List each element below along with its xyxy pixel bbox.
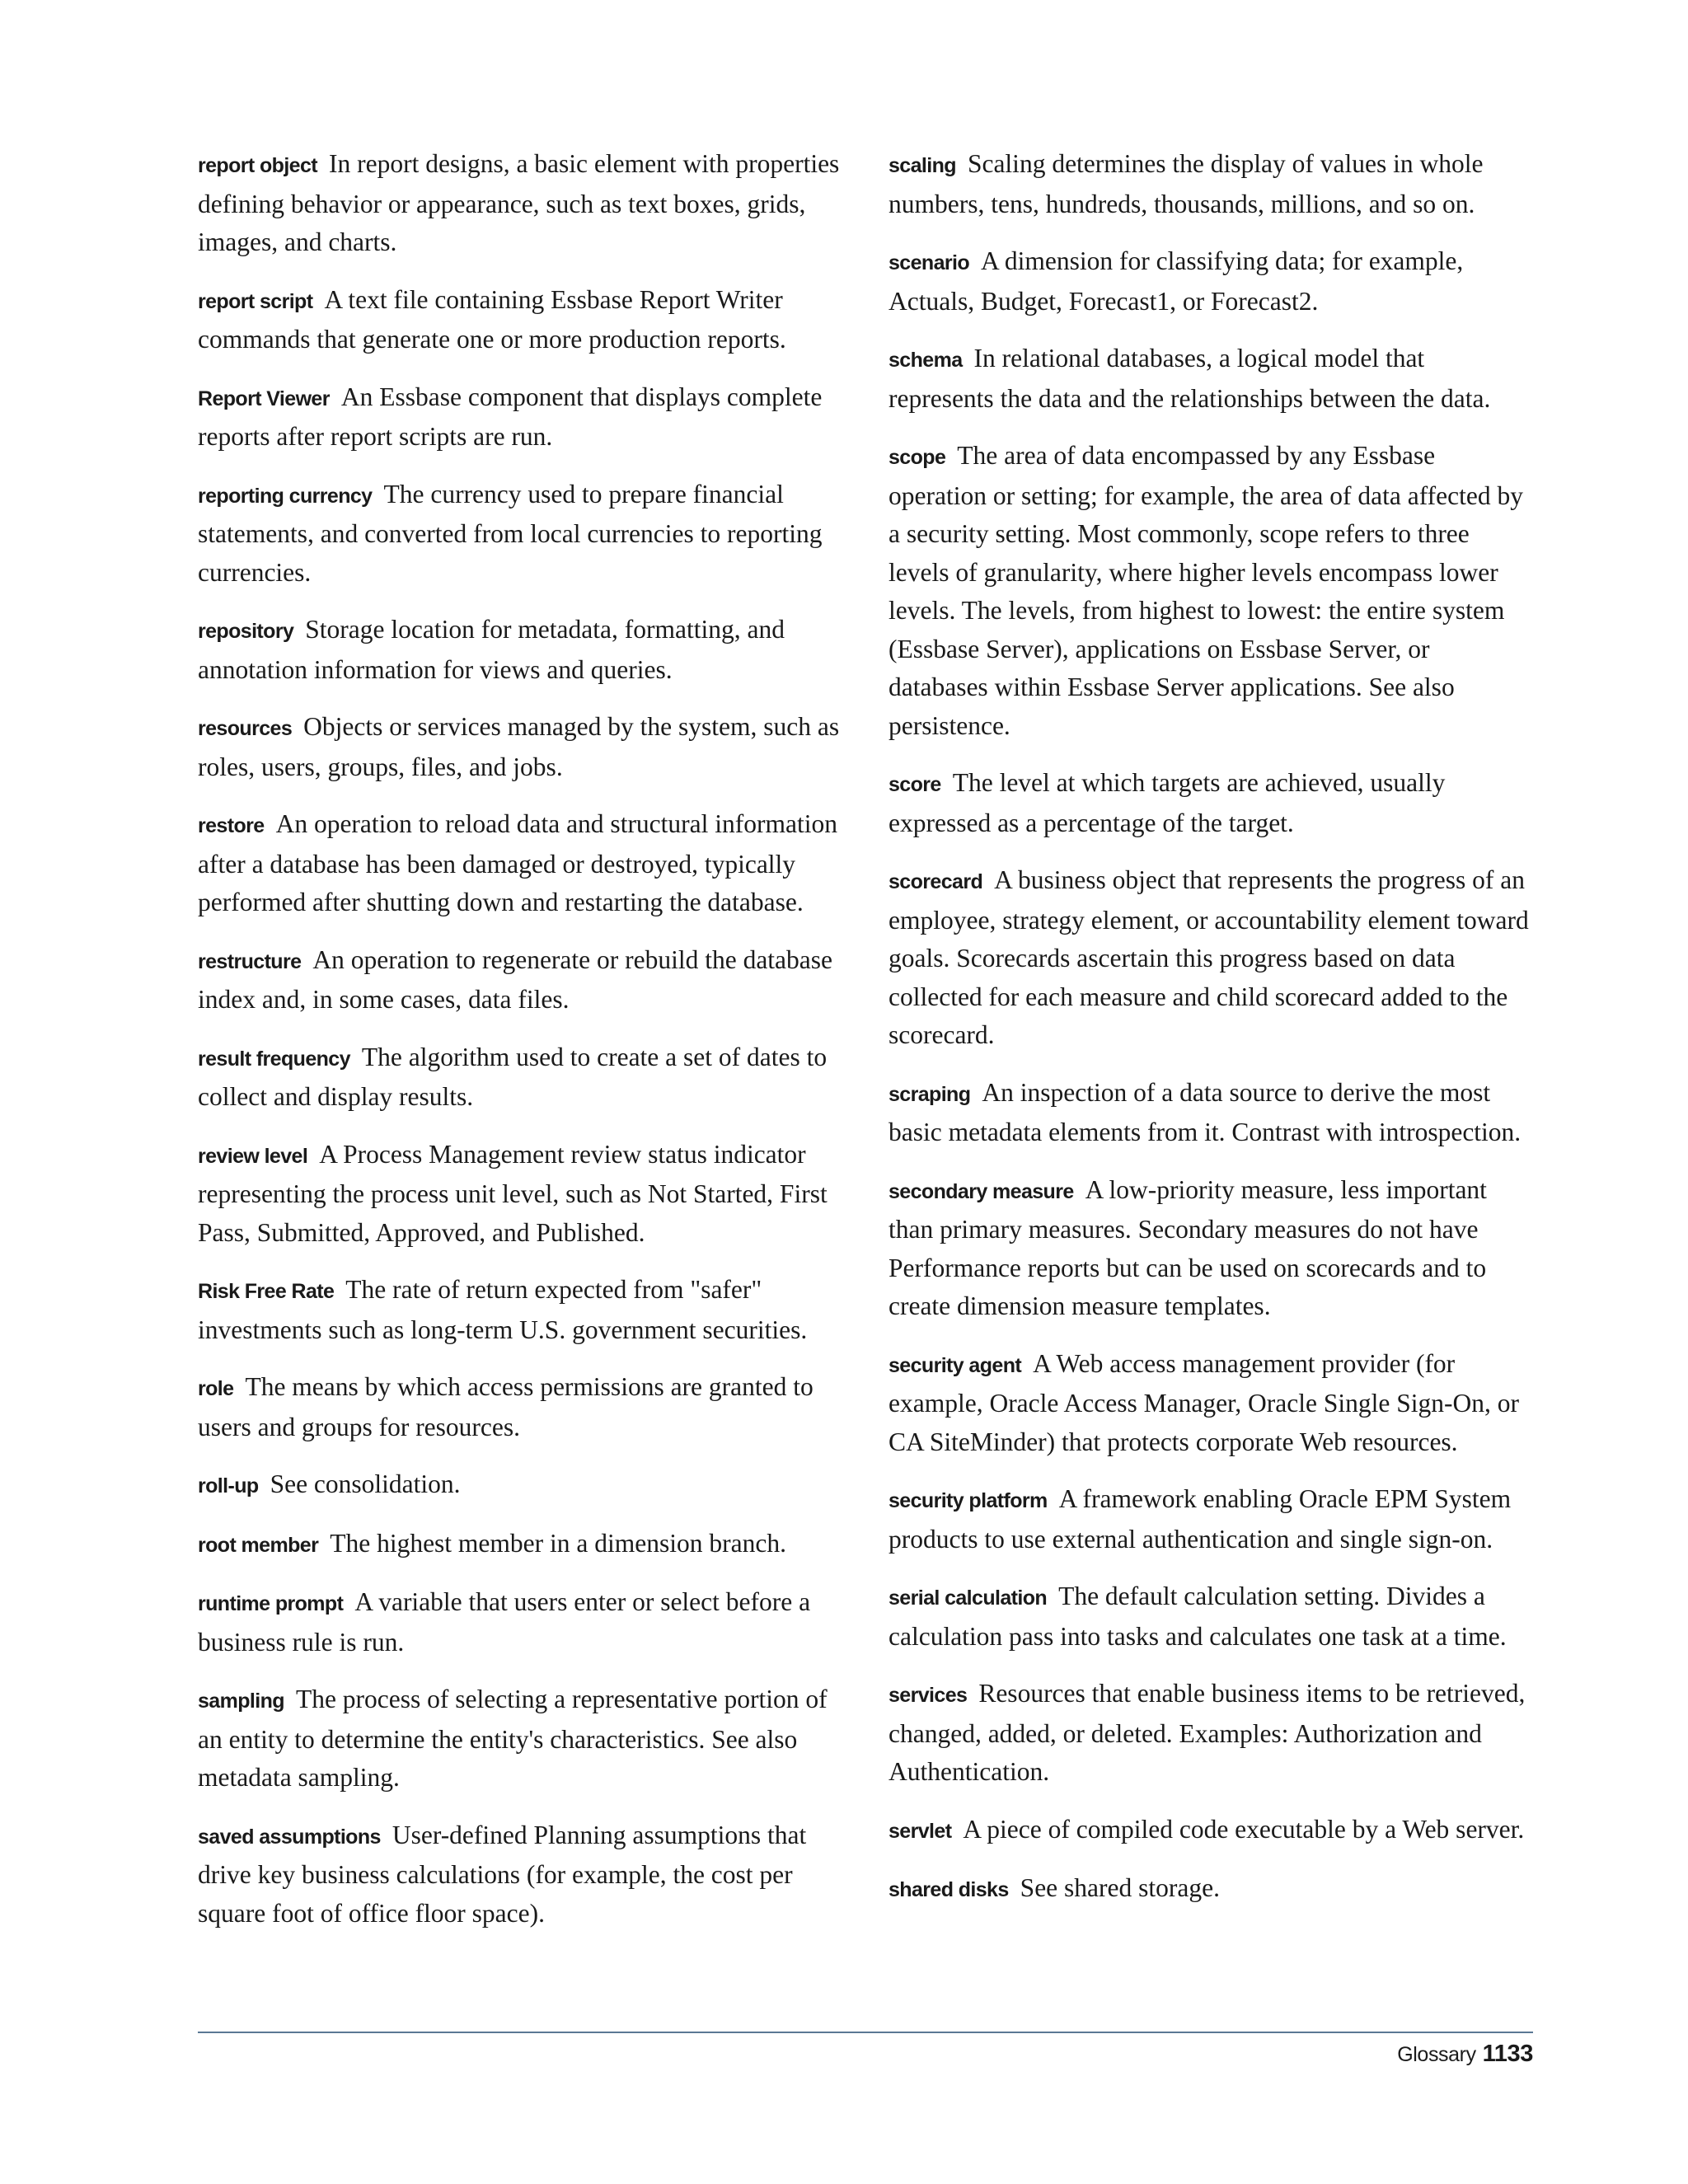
glossary-definition: A text file containing Essbase Report Writer commands that generate one or more production reports. — [198, 284, 786, 354]
glossary-definition: An Essbase component that displays complete reports after report scripts are run. — [198, 382, 823, 451]
glossary-term: servlet — [889, 1819, 952, 1843]
glossary-term: sampling — [198, 1690, 284, 1713]
glossary-term: scope — [889, 446, 946, 469]
glossary-definition: Scaling determines the display of values in whole numbers, tens, hundreds, thousands, millions, and so on. — [889, 149, 1484, 218]
glossary-entry — [889, 1577, 1533, 1656]
glossary-term: secondary measure — [889, 1179, 1074, 1203]
glossary-term: services — [889, 1684, 968, 1707]
glossary-definition: The highest member in a dimension branch. — [330, 1528, 786, 1558]
glossary-term: restore — [198, 814, 265, 837]
glossary-term: serial calculation — [889, 1586, 1048, 1610]
glossary-entry — [198, 941, 841, 1019]
glossary-term: report object — [198, 154, 317, 177]
glossary-entry — [889, 1675, 1533, 1792]
glossary-entry — [198, 1680, 841, 1797]
glossary-definition: The process of selecting a representative portion of an entity to determine the entity's characteristics. See also metadata sampling. — [198, 1685, 828, 1792]
glossary-definition: The currency used to prepare financial statements, and converted from local currencies to reporting currencies. — [198, 479, 823, 587]
glossary-definition: A business object that represents the progress of an employee, strategy element, or accountability element toward goals. Scorecards ascertain this progress based on data collected for each measure and child scorecard added to the scorecard. — [889, 865, 1529, 1049]
glossary-definition: An operation to regenerate or rebuild the database index and, in some cases, data files. — [198, 944, 833, 1014]
glossary-definition: The area of data encompassed by any Essbase operation or setting; for example, the area of data affected by a security setting. Most commonly, scope refers to three levels of granularity, where higher levels encompass lower levels. The levels, from highest to lowest: the entire system (Essbase Server), applications on Essbase Server, or databases within Essbase Server applications. See also persistence. — [889, 441, 1523, 740]
glossary-definition: Resources that enable business items to be retrieved, changed, added, or deleted. Examples: Authorization and Authentication. — [889, 1679, 1526, 1786]
glossary-definition: A piece of compiled code executable by a Web server. — [963, 1814, 1525, 1844]
glossary-definition: The level at which targets are achieved, usually expressed as a percentage of the target. — [889, 768, 1446, 837]
glossary-definition: A dimension for classifying data; for example, Actuals, Budget, Forecast1, or Forecast2. — [889, 246, 1464, 316]
glossary-term: security agent — [889, 1353, 1022, 1377]
glossary-term: review level — [198, 1144, 308, 1168]
glossary-entry — [889, 145, 1533, 223]
footer-divider — [198, 2032, 1533, 2033]
glossary-term: saved assumptions — [198, 1825, 381, 1849]
glossary-term: security platform — [889, 1489, 1048, 1512]
glossary-entry — [198, 708, 841, 786]
glossary-term: root member — [198, 1533, 319, 1557]
glossary-entry — [889, 1345, 1533, 1462]
glossary-left-column — [198, 145, 841, 1952]
glossary-definition: The default calculation setting. Divides a calculation pass into tasks and calculates one task at a time. — [889, 1582, 1507, 1651]
glossary-term: role — [198, 1377, 234, 1400]
glossary-right-column — [889, 145, 1533, 1929]
glossary-definition: User-defined Planning assumptions that drive key business calculations (for example, the cost per square foot of office floor space). — [198, 1820, 807, 1928]
glossary-term: result frequency — [198, 1047, 350, 1071]
glossary-term: scenario — [889, 251, 970, 274]
glossary-definition: Storage location for metadata, formatting, and annotation information for views and queries. — [198, 615, 785, 684]
glossary-entry — [198, 1368, 841, 1446]
glossary-definition: An operation to reload data and structural information after a database has been damaged or destroyed, typically performed after shutting down and restarting the database. — [198, 809, 837, 916]
glossary-entry — [198, 1038, 841, 1117]
glossary-entry — [889, 437, 1533, 745]
glossary-term: roll-up — [198, 1474, 259, 1497]
glossary-entry — [198, 1271, 841, 1349]
glossary-definition: The rate of return expected from "safer" investments such as long-term U.S. government securities. — [198, 1275, 808, 1344]
glossary-entry — [889, 242, 1533, 321]
glossary-entry — [889, 764, 1533, 842]
glossary-term: repository — [198, 620, 294, 643]
glossary-definition: The means by which access permissions are granted to users and groups for resources. — [198, 1372, 814, 1441]
glossary-entry — [198, 145, 841, 262]
glossary-entry — [198, 1816, 841, 1933]
glossary-entry — [198, 1465, 841, 1506]
glossary-entry — [198, 805, 841, 922]
glossary-definition: In relational databases, a logical model that represents the data and the relationships between the data. — [889, 344, 1491, 413]
glossary-definition: In report designs, a basic element with properties defining behavior or appearance, such as text boxes, grids, images, and charts. — [198, 149, 840, 256]
glossary-definition: A Process Management review status indicator representing the process unit level, such as Not Started, First Pass, Submitted, Approved, and Published. — [198, 1139, 828, 1247]
glossary-entry — [198, 281, 841, 359]
glossary-definition: A low-priority measure, less important than primary measures. Secondary measures do not have Performance reports but can be used on scorecards and to create dimension measure templates. — [889, 1174, 1487, 1320]
page-number: 1133 — [1482, 2041, 1533, 2067]
glossary-term: scorecard — [889, 870, 983, 893]
glossary-entry — [889, 1869, 1533, 1910]
glossary-entry — [889, 1171, 1533, 1326]
glossary-term: restructure — [198, 949, 302, 973]
glossary-definition: A framework enabling Oracle EPM System products to use external authentication and single sign-on. — [889, 1484, 1512, 1554]
glossary-definition: An inspection of a data source to derive the most basic metadata elements from it. Contrast with introspection. — [889, 1077, 1522, 1146]
glossary-definition: See consolidation. — [270, 1469, 461, 1498]
glossary-entry — [889, 340, 1533, 418]
glossary-term: score — [889, 773, 941, 796]
glossary-entry — [198, 1525, 841, 1565]
glossary-entry — [198, 476, 841, 593]
glossary-term: Report Viewer — [198, 387, 330, 410]
glossary-entry — [198, 378, 841, 457]
glossary-entry — [198, 611, 841, 689]
glossary-definition: A Web access management provider (for example, Oracle Access Manager, Oracle Single Sign-On, or CA SiteMinder) that protects corporate Web resources. — [889, 1348, 1519, 1456]
glossary-term: runtime prompt — [198, 1592, 344, 1615]
glossary-term: scaling — [889, 154, 956, 177]
glossary-entry — [198, 1583, 841, 1661]
glossary-term: report script — [198, 289, 313, 313]
glossary-entry — [889, 861, 1533, 1055]
glossary-entry — [198, 1136, 841, 1253]
glossary-entry — [889, 1811, 1533, 1851]
glossary-term: schema — [889, 349, 963, 372]
footer-section-label: Glossary — [1397, 2043, 1476, 2066]
glossary-term: reporting currency — [198, 484, 373, 508]
glossary-term: scraping — [889, 1082, 971, 1106]
glossary-term: resources — [198, 717, 293, 740]
glossary-entry — [889, 1480, 1533, 1558]
glossary-entry — [889, 1074, 1533, 1152]
page-footer — [1397, 2041, 1533, 2068]
glossary-definition: A variable that users enter or select before a business rule is run. — [198, 1587, 811, 1657]
glossary-definition: The algorithm used to create a set of dates to collect and display results. — [198, 1042, 828, 1111]
glossary-definition: Objects or services managed by the system, such as roles, users, groups, files, and jobs. — [198, 712, 840, 781]
glossary-term: Risk Free Rate — [198, 1280, 335, 1303]
glossary-term: shared disks — [889, 1878, 1009, 1901]
glossary-definition: See shared storage. — [1020, 1873, 1220, 1902]
